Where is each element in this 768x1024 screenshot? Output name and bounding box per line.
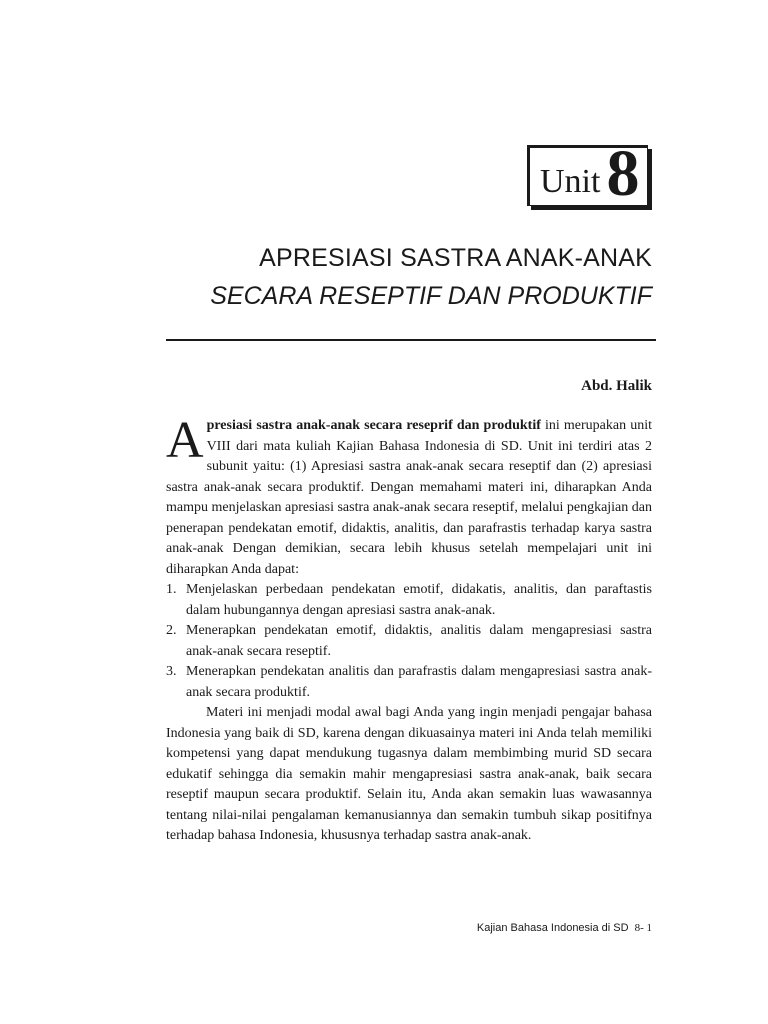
intro-bold-lead: presiasi sastra anak-anak secara reseprif dan produktif <box>206 418 541 433</box>
list-item-text: Menerapkan pendekatan emotif, didaktis, analitis dalam mengapresiasi sastra anak-anak secara reseptif. <box>186 623 652 659</box>
page-number: 8- 1 <box>634 922 652 934</box>
unit-label-box <box>527 136 648 210</box>
list-item-text: Menjelaskan perbedaan pendekatan emotif, didakatis, analitis, dan paraftastis dalam hubungannya dengan apresiasi sastra anak-anak. <box>186 582 652 618</box>
unit-word: Unit <box>540 163 601 200</box>
title-divider <box>166 339 656 341</box>
list-item-text: Menerapkan pendekatan analitis dan parafrastis dalam mengapresiasi sastra anak-anak secara produktif. <box>186 664 652 700</box>
drop-cap: A <box>166 412 204 469</box>
list-item <box>166 662 652 703</box>
list-item <box>166 580 652 621</box>
intro-paragraph <box>166 412 652 580</box>
chapter-title-line1: APRESIASI SASTRA ANAK-ANAK <box>259 244 652 272</box>
list-item-number: 3. <box>166 664 177 679</box>
body-text <box>166 412 652 847</box>
page-footer <box>400 922 652 934</box>
author-name: Abd. Halik <box>581 378 652 394</box>
intro-text: ini merupakan unit VIII dari mata kuliah Kajian Bahasa Indonesia di SD. Unit ini terdiri atas 2 subunit yaitu: (1) Apresiasi sastra anak-anak secara reseptif dan (2) apresiasi sastra anak-anak secara produktif. Dengan memahami materi ini, diharapkan Anda mampu menjelaskan apresiasi sastra anak-anak secara reseptif, melalui pengkajian dan penerapan pendekatan emotif, didaktis, analitis, dan parafrastis terhadap karya sastra anak-anak Dengan demikian, secara lebih khusus setelah mempelajari unit ini diharapkan Anda dapat: <box>166 418 652 577</box>
chapter-title-line2: SECARA RESEPTIF DAN PRODUKTIF <box>210 282 652 310</box>
closing-paragraph: Materi ini menjadi modal awal bagi Anda yang ingin menjadi pengajar bahasa Indonesia yang baik di SD, karena dengan dikuasainya materi ini Anda telah memiliki kompetensi yang dapat mendukung tugasnya dalam membimbing murid SD secara edukatif sehingga dia semakin mahir mengapresiasi sastra anak-anak, baik secara reseptif maupun secara produktif. Selain itu, Anda akan semakin luas wawasannya tentang nilai-nilai pengalaman kemanusiannya dan semakin tumbuh sikap positifnya terhadap bahasa Indonesia, khususnya terhadap sastra anak-anak. <box>166 705 652 843</box>
list-item <box>166 621 652 662</box>
objectives-list <box>166 580 652 703</box>
list-item-number: 1. <box>166 582 177 597</box>
list-item-number: 2. <box>166 623 177 638</box>
footer-course: Kajian Bahasa Indonesia di SD <box>476 922 629 934</box>
unit-number: 8 <box>606 136 640 210</box>
